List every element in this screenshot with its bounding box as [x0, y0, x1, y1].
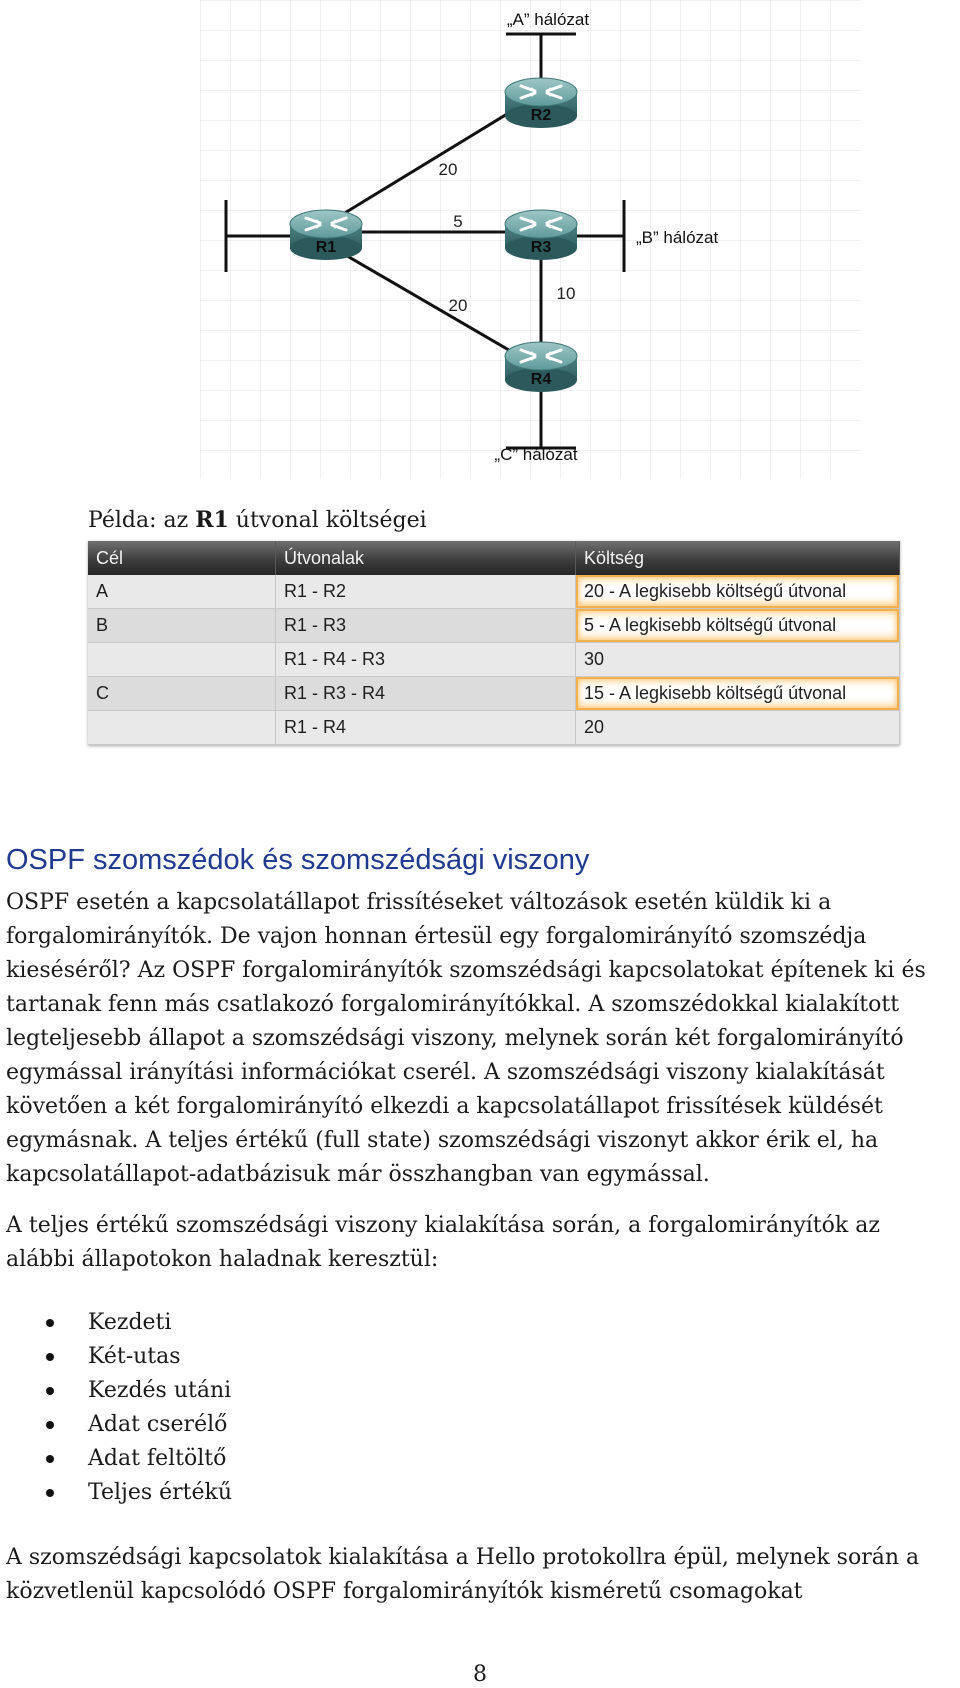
cell-destination — [88, 643, 276, 677]
list-item — [0, 1340, 232, 1374]
route-cost-table — [88, 541, 900, 745]
bullet-icon — [46, 1387, 54, 1395]
list-item — [0, 1306, 232, 1340]
table-row — [88, 677, 900, 711]
bullet-icon — [46, 1319, 54, 1327]
router-r4 — [505, 342, 577, 392]
network-diagram — [200, 0, 860, 478]
state-label: Kezdés utáni — [88, 1378, 232, 1403]
table-row — [88, 575, 900, 609]
paragraph-states-intro: A teljes értékű szomszédsági viszony kialakítása során, a forgalomirányítók az alábbi állapotokon haladnak keresztül: — [6, 1213, 880, 1272]
cell-destination: A — [88, 575, 276, 609]
cell-cost: 20 — [576, 711, 900, 745]
table-caption — [88, 507, 427, 533]
cost-r3-r4: 10 — [556, 284, 576, 303]
header-destination: Cél — [88, 541, 276, 575]
header-paths: Útvonalak — [276, 541, 576, 575]
state-label: Adat feltöltő — [88, 1446, 227, 1471]
adjacency-states-list — [0, 1306, 232, 1510]
cost-r1-r4: 20 — [448, 296, 468, 315]
state-label: Két-utas — [88, 1344, 181, 1369]
cell-cost: 30 — [576, 643, 900, 677]
caption-prefix: Példa: az — [88, 508, 196, 533]
cell-path: R1 - R4 - R3 — [276, 643, 576, 677]
cost-r1-r2: 20 — [438, 160, 458, 179]
cell-destination — [88, 711, 276, 745]
cell-cost: 20 - A legkisebb költségű útvonal — [576, 575, 900, 609]
state-label: Adat cserélő — [88, 1412, 228, 1437]
router-r3 — [505, 210, 577, 260]
header-cost: Költség — [576, 541, 900, 575]
network-b-label: „B” hálózat — [636, 228, 719, 247]
state-label: Teljes értékű — [88, 1480, 233, 1505]
list-item — [0, 1476, 232, 1510]
table-header-row — [88, 541, 900, 575]
caption-router: R1 — [195, 507, 229, 533]
cell-cost: 5 - A legkisebb költségű útvonal — [576, 609, 900, 643]
table-row — [88, 609, 900, 643]
bullet-icon — [46, 1353, 54, 1361]
cell-path: R1 - R3 — [276, 609, 576, 643]
router-r1-label: R1 — [315, 239, 337, 256]
router-r3-label: R3 — [530, 239, 552, 256]
network-a-label: „A” hálózat — [506, 10, 590, 29]
table-row — [88, 643, 900, 677]
network-c-label: „C” hálózat — [494, 445, 578, 464]
router-r1 — [290, 210, 362, 260]
paragraph-hello: A szomszédsági kapcsolatok kialakítása a Hello protokollra épül, melynek során a közvetlenül kapcsolódó OSPF forgalomirányítók kisméretű csomagokat — [6, 1545, 920, 1604]
bullet-icon — [46, 1455, 54, 1463]
state-label: Kezdeti — [88, 1310, 172, 1335]
bullet-icon — [46, 1489, 54, 1497]
cost-r1-r3: 5 — [453, 212, 463, 231]
list-item — [0, 1442, 232, 1476]
cell-path: R1 - R2 — [276, 575, 576, 609]
caption-suffix: útvonal költségei — [228, 508, 427, 533]
cell-cost: 15 - A legkisebb költségű útvonal — [576, 677, 900, 711]
table-row — [88, 711, 900, 745]
cell-destination: C — [88, 677, 276, 711]
router-r2-label: R2 — [530, 107, 552, 124]
cell-destination: B — [88, 609, 276, 643]
list-item — [0, 1374, 232, 1408]
cell-path: R1 - R4 — [276, 711, 576, 745]
router-r2 — [505, 78, 577, 128]
list-item — [0, 1408, 232, 1442]
section-heading: OSPF szomszédok és szomszédsági viszony — [6, 844, 590, 876]
page-number: 8 — [473, 1662, 487, 1687]
router-r4-label: R4 — [530, 371, 552, 388]
cell-path: R1 - R3 - R4 — [276, 677, 576, 711]
bullet-icon — [46, 1421, 54, 1429]
paragraph-intro: OSPF esetén a kapcsolatállapot frissítéseket változások esetén küldik ki a forgalomirányítók. De vajon honnan értesül egy forgalomirányító szomszédja kieséséről? Az OSPF forgalomirányítók szomszédsági kapcsolatokat építenek ki és tartanak fenn más csatlakozó forgalomirányítókkal. A szomszédokkal kialakított legteljesebb állapot a szomszédsági viszony, melynek során két forgalomirányító egymással irányítási információkat cserél. A szomszédsági viszony kialakítását követően a két forgalomirányító elkezdi a kapcsolatállapot frissítések küldését egymásnak. A teljes értékű (full state) szomszédsági viszonyt akkor érik el, ha kapcsolatállapot-adatbázisuk már összhangban van egymással. — [6, 890, 926, 1187]
